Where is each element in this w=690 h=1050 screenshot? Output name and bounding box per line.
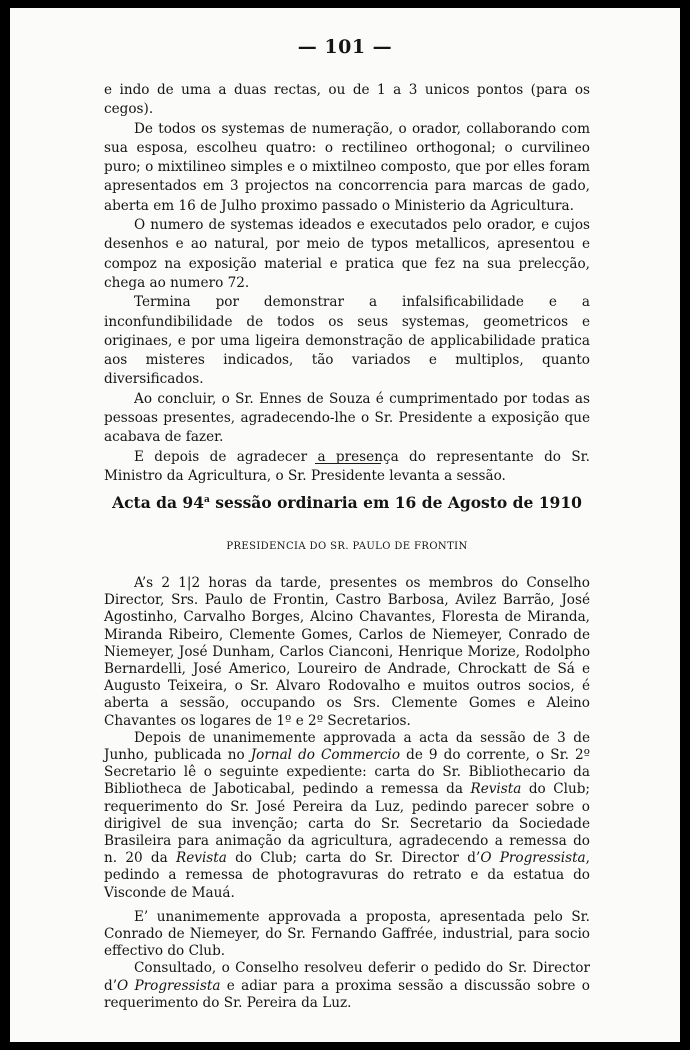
text-run: do Club; carta do Sr. Director d’ [226, 850, 481, 867]
presidency-line: PRESIDENCIA DO SR. PAULO DE FRONTIN [226, 541, 468, 552]
italic-title: Revista [470, 781, 522, 798]
minutes-text [104, 575, 590, 1012]
paragraph: E’ unanimemente approvada a proposta, apresentada pelo Sr. Conrado de Niemeyer, do Sr. Fernando Gaffrée, industrial, para socio effectivo do Club. [104, 908, 590, 960]
section-divider [315, 463, 381, 464]
title-text: sessão ordinaria em 16 de Agosto de 1910 [209, 493, 582, 512]
paragraph [104, 730, 590, 902]
previous-session-text [104, 81, 590, 486]
text-run: , pedindo a remessa de photogravuras do retrato e da estatua do Visconde de Mauá. [104, 850, 590, 901]
text-run: e adiar para a proxima sessão a discussão sobre o requerimento do Sr. Pereira da Luz. [104, 977, 590, 1011]
italic-title: O Progressista [117, 977, 221, 994]
title-ordinal: a [204, 495, 210, 505]
paragraph: e indo de uma a duas rectas, ou de 1 a 3 unicos pontos (para os cegos). [104, 82, 590, 118]
text-run: Consultado, o Conselho resolveu deferir o pedido do Sr. Director d’ [104, 960, 590, 994]
italic-title: O Progressista [480, 850, 586, 867]
text-run: Depois de unanimemente approvada a acta da sessão de 3 de Junho, publicada no [104, 729, 590, 764]
text-run: de 9 do corrente, o Sr. 2º Secretario lê o seguinte expediente: carta do Sr. Bibliothecario da Bibliotheca de Jaboticabal, pedindo a remessa da [104, 747, 590, 798]
document-page [10, 8, 680, 1042]
title-text: Acta da 94 [112, 493, 205, 512]
page-number: — 101 — [297, 36, 393, 58]
paragraph: O numero de systemas ideados e executados pelo orador, e cujos desenhos e ao natural, por meio de typos metallicos, apresentou e compoz na exposição material e pratica que fez na sua prelecção, chega ao numero 72. [104, 217, 590, 291]
paragraph: Ao concluir, o Sr. Ennes de Souza é cumprimentado por todas as pessoas presentes, agradecendo-lhe o Sr. Presidente a exposição que acabava de fazer. [104, 390, 590, 446]
paragraph: E depois de agradecer a presença do representante do Sr. Ministro da Agricultura, o Sr. Presidente levanta a sessão. [104, 448, 590, 484]
minutes-title [104, 493, 590, 512]
paragraph: De todos os systemas de numeração, o orador, collaborando com sua esposa, escolheu quatro: o rectilineo orthogonal; o curvilineo puro; o mixtilineo simples e o mixtilneo composto, que por elles foram apresentados em 3 projectos na concorrencia para marcas de gado, aberta em 16 de Julho proximo passado o Ministerio da Agricultura. [104, 120, 590, 214]
paragraph [104, 960, 590, 1012]
paragraph: Termina por demonstrar a infalsificabilidade e a inconfundibilidade de todos os seus systemas, geometricos e originaes, e por uma ligeira demonstração de applicabilidade pratica aos misteres indicados, tão variados e multiplos, quanto diversificados. [104, 294, 590, 388]
italic-title: Jornal do Commercio [250, 747, 401, 764]
paragraph: A’s 2 1|2 horas da tarde, presentes os membros do Conselho Director, Srs. Paulo de Frontin, Castro Barbosa, Avilez Barrão, José Agostinho, Carvalho Borges, Alcino Chavantes, Floresta de Miranda, Miranda Ribeiro, Clemente Gomes, Carlos de Niemeyer, Conrado de Niemeyer, José Dunham, Carlos Cianconi, Henrique Morize, Rodolpho Bernardelli, José Americo, Loureiro de Andrade, Chrockatt de Sá e Augusto Teixeira, o Sr. Alvaro Rodovalho e muitos outros socios, é aberta a sessão, occupando os Srs. Clemente Gomes e Aleino Chavantes os logares de 1º e 2º Secretarios. [104, 575, 590, 729]
spacer [104, 902, 590, 909]
text-run: do Club; requerimento do Sr. José Pereira da Luz, pedindo parecer sobre o dirigivel de sua invenção; carta do Sr. Secretario da Sociedade Brasileira para animação da agricultura, agradecendo a remessa do n. 20 da [104, 781, 590, 867]
italic-title: Revista [176, 850, 227, 867]
